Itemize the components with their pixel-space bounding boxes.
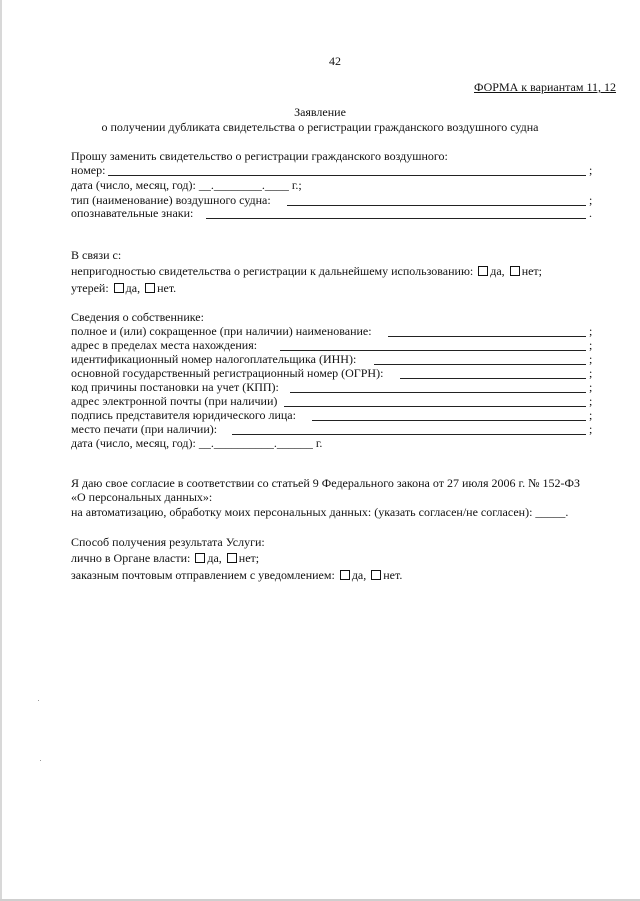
reason-loss-row	[71, 281, 176, 295]
reason-unfit-row	[71, 264, 542, 278]
owner-seal-field[interactable]	[232, 434, 586, 435]
method-heading: Способ получения результата Услуги:	[71, 535, 265, 549]
owner-address-end: ;	[589, 338, 593, 352]
scan-left-edge	[0, 0, 2, 901]
loss-no-checkbox[interactable]	[145, 283, 155, 293]
owner-date-field[interactable]: __.__________.______ г.	[198, 436, 323, 450]
consent-row	[71, 505, 568, 519]
owner-seal-label: место печати (при наличии):	[71, 422, 218, 436]
in-person-no-label: нет;	[238, 551, 260, 565]
mail-yes-label: да,	[351, 568, 367, 582]
page-number: 42	[329, 54, 341, 68]
loss-no-label: нет.	[157, 281, 177, 295]
method-mail-text: заказным почтовым отправлением с уведомлением:	[71, 568, 335, 582]
method-in-person-row	[71, 551, 259, 565]
owner-signature-field[interactable]	[312, 420, 586, 421]
consent-line2: «О персональных данных»:	[71, 490, 213, 504]
number-label: номер:	[71, 163, 106, 177]
in-person-yes-label: да,	[207, 551, 222, 565]
owner-name-label: полное и (или) сокращенное (при наличии) наименование:	[71, 324, 372, 338]
owner-signature-end: ;	[589, 408, 593, 422]
loss-yes-checkbox[interactable]	[114, 283, 124, 293]
in-person-no-checkbox[interactable]	[227, 553, 237, 563]
reason-unfit-text: непригодностью свидетельства о регистрации к дальнейшему использованию:	[71, 264, 474, 278]
owner-inn-field[interactable]	[374, 364, 586, 365]
unfit-yes-label: да,	[490, 264, 505, 278]
consent-blank-field[interactable]: _____.	[535, 505, 569, 519]
number-end: ;	[589, 163, 593, 177]
reason-heading: В связи с:	[71, 248, 122, 262]
unfit-no-checkbox[interactable]	[510, 266, 520, 276]
owner-inn-label: идентификационный номер налогоплательщика (ИНН):	[71, 352, 357, 366]
owner-kpp-label: код причины постановки на учет (КПП):	[71, 380, 279, 394]
aircraft-type-end: ;	[589, 193, 593, 207]
owner-kpp-end: ;	[589, 380, 593, 394]
in-person-yes-checkbox[interactable]	[195, 553, 205, 563]
mail-yes-checkbox[interactable]	[340, 570, 350, 580]
unfit-no-label: нет;	[521, 264, 543, 278]
document-title: Заявление	[294, 105, 346, 119]
method-in-person-text: лично в Органе власти:	[71, 551, 191, 565]
mail-no-label: нет.	[383, 568, 403, 582]
owner-heading: Сведения о собственнике:	[71, 310, 204, 324]
request-date-label: дата (число, месяц, год):	[71, 178, 196, 192]
consent-line1: Я даю свое согласие в соответствии со статьей 9 Федерального закона от 27 июля 2006 г. № 152-ФЗ	[71, 476, 581, 490]
form-reference: ФОРМА к вариантам 11, 12	[474, 80, 617, 94]
mail-no-checkbox[interactable]	[371, 570, 381, 580]
marks-label: опознавательные знаки:	[71, 206, 194, 220]
owner-date-row	[71, 436, 322, 450]
owner-email-field[interactable]	[284, 406, 586, 407]
owner-name-field[interactable]	[388, 336, 586, 337]
owner-date-label: дата (число, месяц, год):	[71, 436, 196, 450]
owner-ogrn-field[interactable]	[400, 378, 586, 379]
scan-speck	[38, 700, 39, 701]
request-date-row	[71, 178, 302, 192]
owner-ogrn-label: основной государственный регистрационный номер (ОГРН):	[71, 366, 384, 380]
owner-address-label: адрес в пределах места нахождения:	[71, 338, 258, 352]
owner-email-end: ;	[589, 394, 593, 408]
request-date-field[interactable]: __.________.____ г.;	[198, 178, 302, 192]
method-mail-row	[71, 568, 402, 582]
owner-seal-end: ;	[589, 422, 593, 436]
owner-kpp-field[interactable]	[290, 392, 586, 393]
owner-ogrn-end: ;	[589, 366, 593, 380]
request-intro: Прошу заменить свидетельство о регистрации гражданского воздушного:	[71, 149, 448, 163]
owner-signature-label: подпись представителя юридического лица:	[71, 408, 296, 422]
owner-name-end: ;	[589, 324, 593, 338]
marks-field[interactable]	[206, 218, 586, 219]
reason-loss-text: утерей:	[71, 281, 109, 295]
scan-speck	[40, 760, 41, 761]
document-subtitle: о получении дубликата свидетельства о регистрации гражданского воздушного судна	[101, 120, 539, 134]
owner-address-field[interactable]	[280, 350, 586, 351]
owner-inn-end: ;	[589, 352, 593, 366]
marks-end: .	[589, 206, 592, 220]
number-field[interactable]	[108, 175, 586, 176]
aircraft-type-field[interactable]	[287, 205, 586, 206]
aircraft-type-label: тип (наименование) воздушного судна:	[71, 193, 271, 207]
consent-line3: на автоматизацию, обработку моих персональных данных: (указать согласен/не согласен):	[71, 505, 533, 519]
unfit-yes-checkbox[interactable]	[478, 266, 488, 276]
loss-yes-label: да,	[125, 281, 141, 295]
owner-email-label: адрес электронной почты (при наличии)	[71, 394, 278, 408]
